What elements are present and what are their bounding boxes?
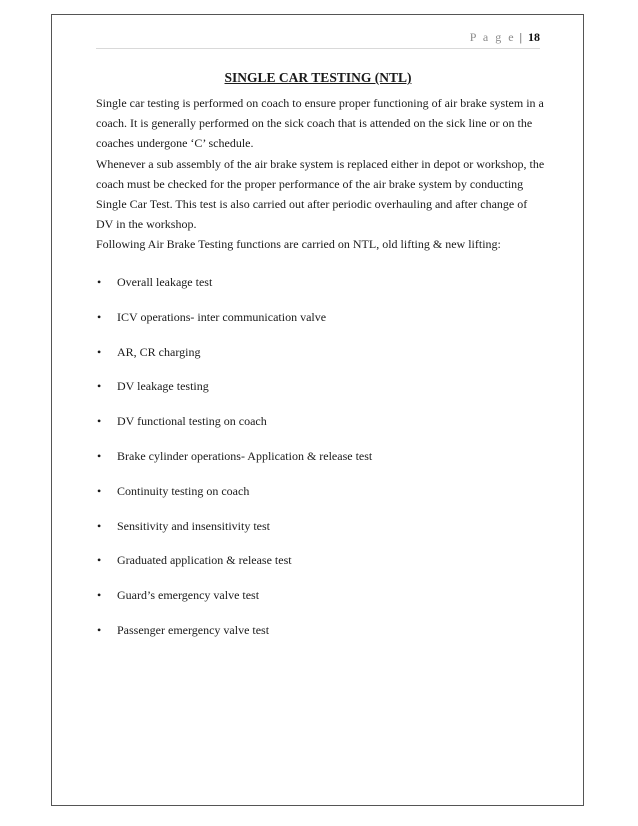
list-item	[96, 484, 536, 519]
page-label: P a g e	[469, 30, 516, 44]
bullet-icon: •	[97, 588, 102, 603]
list-item-text: Brake cylinder operations- Application & release test	[117, 448, 373, 463]
bullet-icon: •	[97, 553, 102, 568]
list-item-text: Sensitivity and insensitivity test	[117, 518, 270, 533]
paragraph-replacement: Whenever a sub assembly of the air brake system is replaced either in depot or workshop, the coach must be checked for the proper performance of the air brake system by conducting Single Car Test. This test is also carried out after periodic overhauling and after change of DV in the workshop.	[96, 156, 545, 232]
list-item-text: Graduated application & release test	[117, 553, 292, 568]
list-item-text: Continuity testing on coach	[117, 483, 250, 498]
list-item	[96, 310, 536, 345]
list-item-text: Guard’s emergency valve test	[117, 588, 260, 603]
list-item	[96, 414, 536, 449]
bullet-icon: •	[97, 414, 102, 429]
body-text	[96, 93, 546, 255]
list-item	[96, 345, 536, 380]
list-item	[96, 553, 536, 588]
bullet-icon: •	[97, 344, 102, 359]
list-item-text: DV leakage testing	[117, 379, 209, 394]
bullet-icon: •	[97, 275, 102, 289]
bullet-icon: •	[97, 622, 102, 637]
page-number: 18	[528, 30, 540, 44]
list-item-text: ICV operations- inter communication valve	[117, 309, 327, 324]
list-item	[96, 449, 536, 484]
list-item	[96, 588, 536, 623]
page-header	[96, 30, 540, 49]
list-item	[96, 379, 536, 414]
test-list	[96, 275, 536, 658]
list-item-text: Passenger emergency valve test	[117, 622, 270, 637]
bullet-icon: •	[97, 309, 102, 324]
bullet-icon: •	[97, 483, 102, 498]
list-item	[96, 275, 536, 310]
list-item-text: AR, CR charging	[117, 344, 201, 359]
bullet-icon: •	[97, 518, 102, 533]
list-item-text: DV functional testing on coach	[117, 414, 267, 429]
list-item	[96, 623, 536, 658]
paragraph-intro: Single car testing is performed on coach to ensure proper functioning of air brake system in a coach. It is generally performed on the sick coach that is attended on the sick line or on the coaches undergone ‘C’ schedule.	[96, 96, 544, 151]
bullet-icon: •	[97, 448, 102, 463]
list-item	[96, 519, 536, 554]
header-separator: |	[519, 30, 522, 44]
bullet-icon: •	[97, 379, 102, 394]
list-item-text: Overall leakage test	[117, 275, 213, 289]
paragraph-functions-intro: Following Air Brake Testing functions are carried on NTL, old lifting & new lifting:	[96, 237, 501, 252]
page-title: SINGLE CAR TESTING (NTL)	[224, 70, 412, 85]
